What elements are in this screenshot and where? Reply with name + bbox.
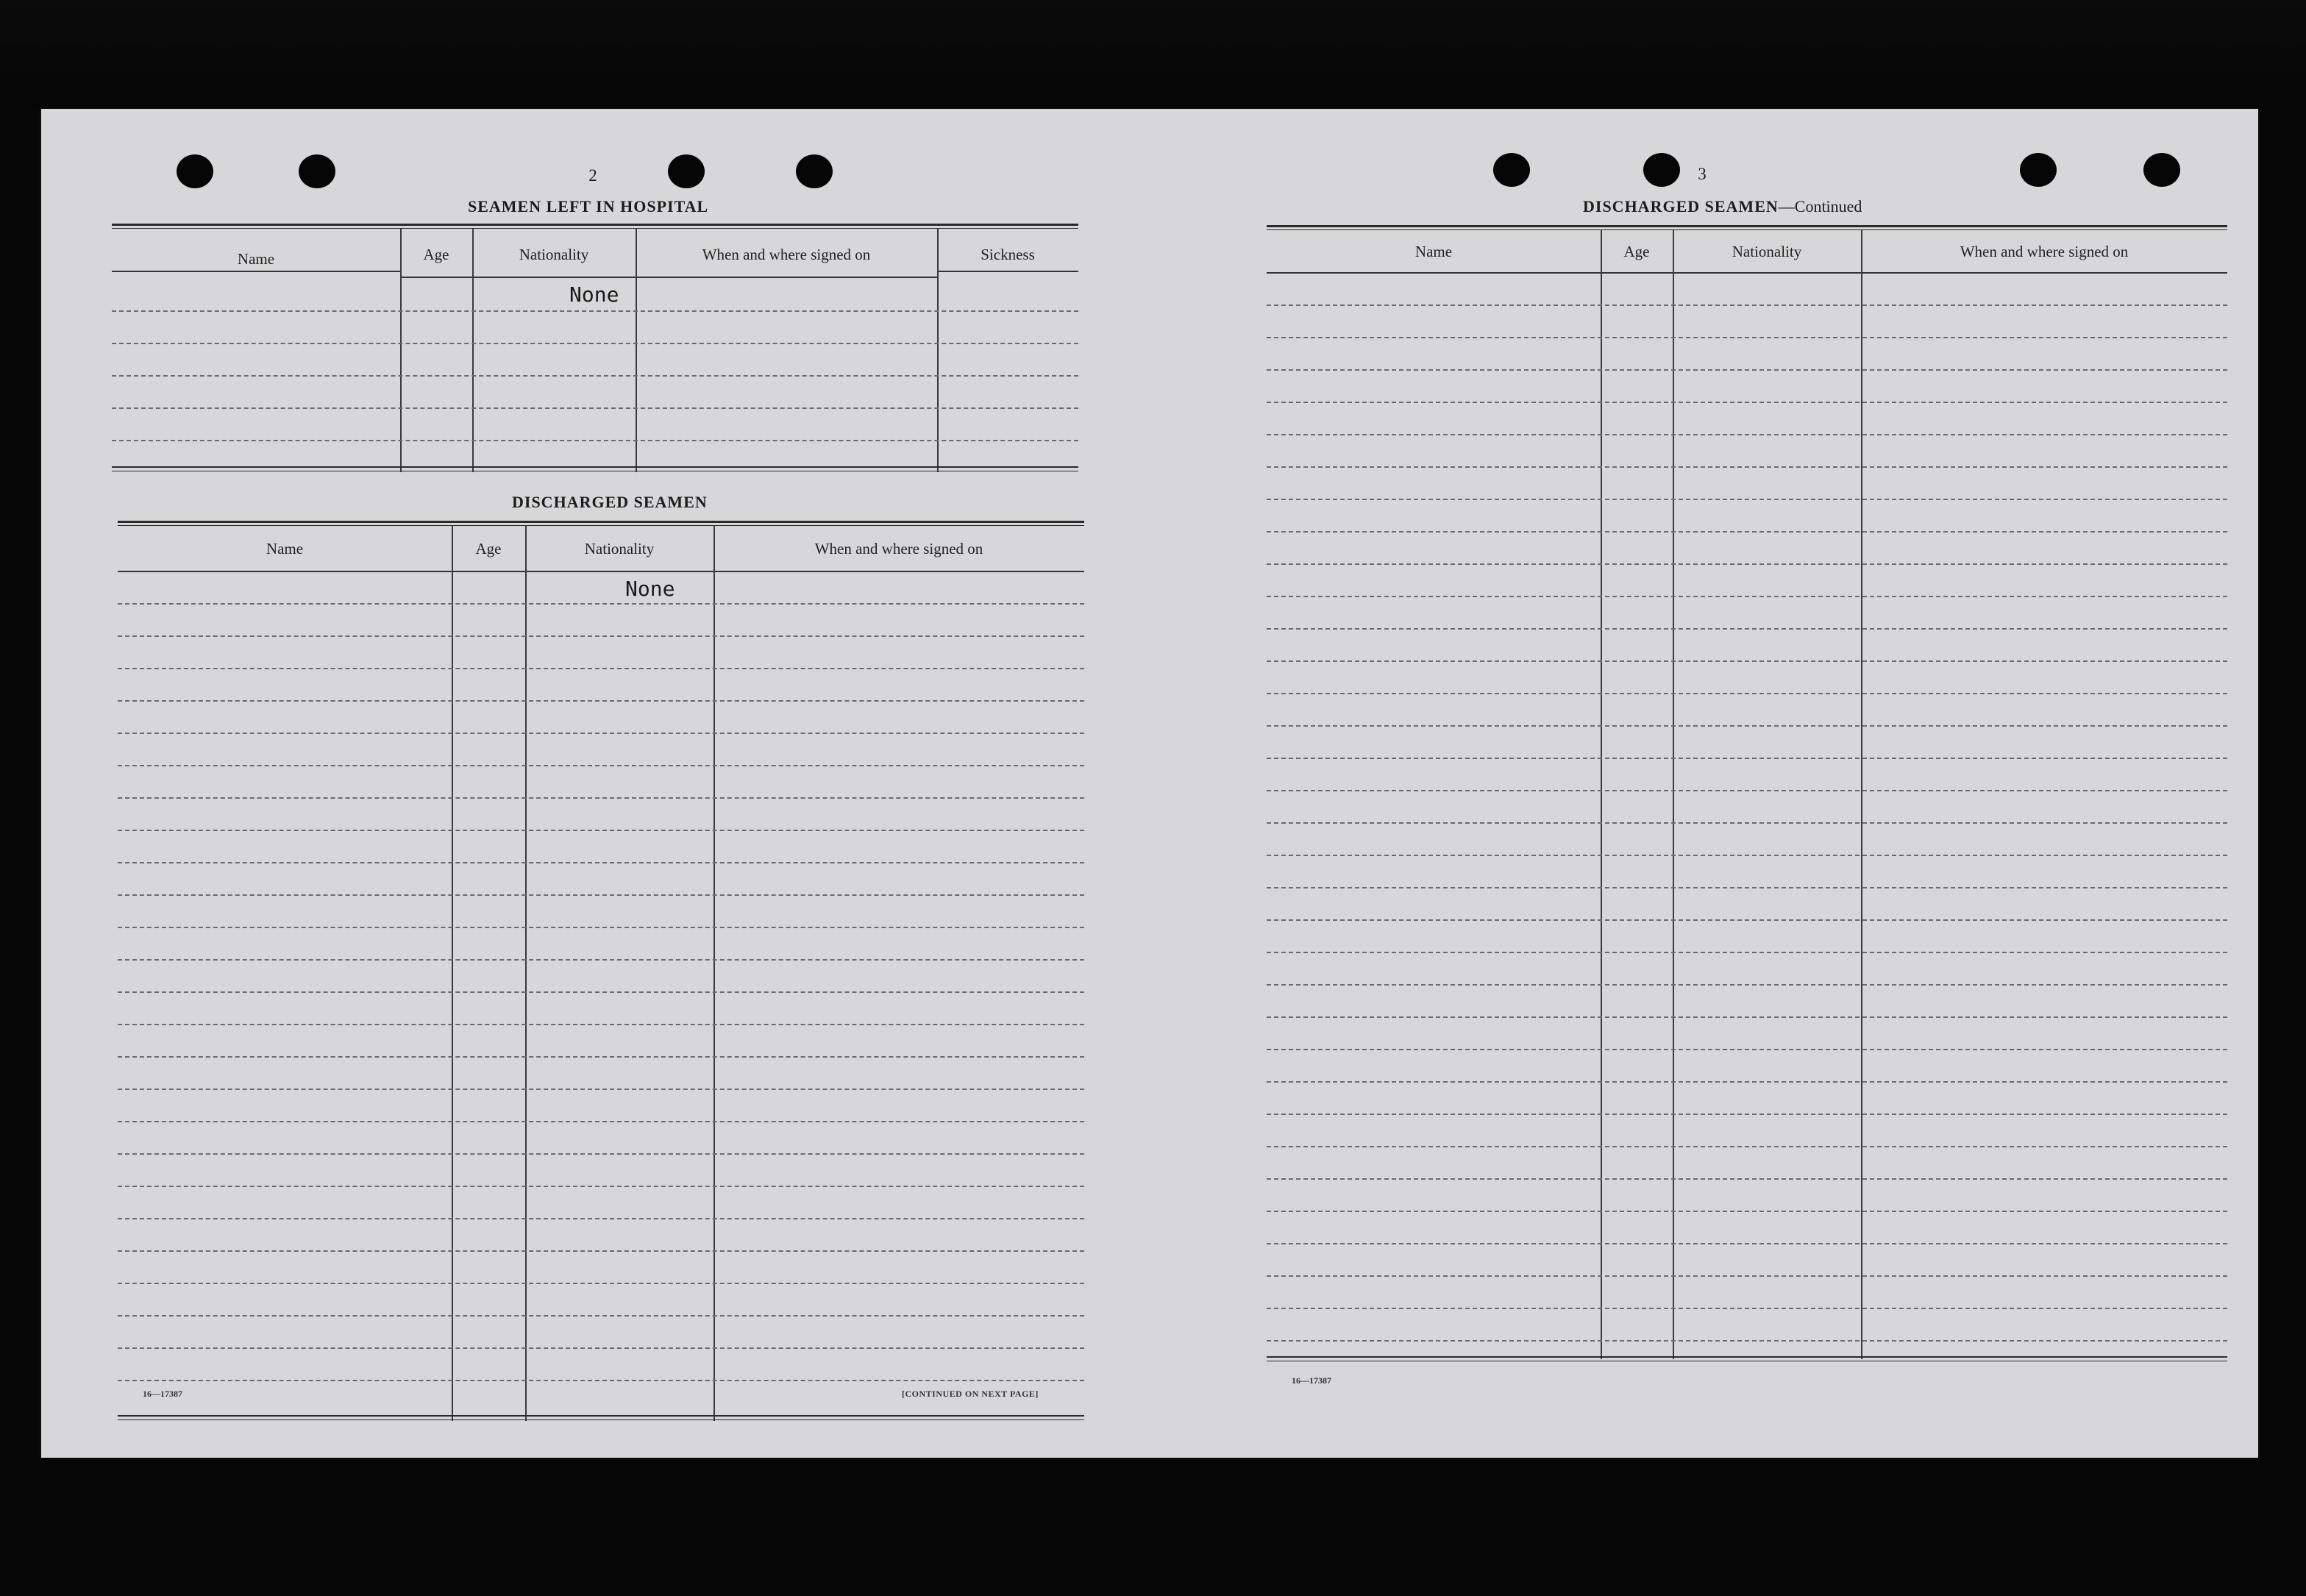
table-bottom-rule [112, 466, 1078, 468]
hospital-table [112, 224, 1078, 474]
column-divider [1601, 229, 1602, 1359]
row-rule [118, 1218, 1084, 1219]
column-header-age: Age [423, 246, 449, 263]
header-rule [937, 271, 1078, 272]
column-divider [1861, 229, 1862, 1359]
row-rule [1267, 952, 2227, 953]
row-rule [118, 927, 1084, 928]
section-title-text: DISCHARGED SEAMEN [1583, 197, 1779, 215]
document-sheet [41, 109, 2258, 1458]
row-rule [118, 1153, 1084, 1155]
row-rule [1267, 563, 2227, 565]
row-rule [118, 1056, 1084, 1058]
table-top-rule [118, 525, 1084, 526]
table-bottom-rule [1267, 1356, 2227, 1358]
row-rule [1267, 337, 2227, 338]
row-rule [118, 733, 1084, 734]
row-rule [118, 1347, 1084, 1349]
punch-hole [1493, 153, 1530, 187]
row-rule [118, 700, 1084, 702]
row-rule [1267, 1308, 2227, 1309]
column-header-name: Name [266, 540, 304, 557]
row-rule [1267, 1081, 2227, 1083]
hospital-entry: None [569, 282, 619, 307]
row-rule [118, 668, 1084, 669]
row-rule [1267, 1275, 2227, 1277]
row-rule [118, 1283, 1084, 1284]
row-rule [118, 1024, 1084, 1025]
row-rule [118, 603, 1084, 605]
table-bottom-rule [118, 1415, 1084, 1417]
column-header-signed-on: When and where signed on [1960, 243, 2129, 260]
column-divider [1673, 229, 1674, 1359]
continued-note: [CONTINUED ON NEXT PAGE] [902, 1389, 1039, 1399]
column-divider [472, 228, 474, 472]
row-rule [1267, 369, 2227, 371]
row-rule [1267, 1178, 2227, 1180]
row-rule [1267, 725, 2227, 727]
row-rule [1267, 855, 2227, 856]
row-rule [118, 1186, 1084, 1187]
header-rule [112, 271, 400, 272]
punch-hole [668, 154, 705, 188]
discharged-entry: None [625, 577, 675, 601]
row-rule [1267, 596, 2227, 597]
page-number: 3 [1698, 165, 1707, 183]
row-rule [118, 635, 1084, 637]
column-header-signed-on: When and where signed on [702, 246, 871, 263]
right-page [1189, 109, 2258, 1458]
form-number: 16—17387 [143, 1389, 182, 1399]
left-page [41, 109, 1189, 1458]
row-rule [1267, 660, 2227, 662]
table-top-rule [112, 228, 1078, 229]
row-rule [1267, 822, 2227, 824]
row-rule [118, 797, 1084, 799]
row-rule [118, 1250, 1084, 1252]
row-rule [1267, 758, 2227, 759]
header-rule [400, 277, 937, 278]
row-rule [1267, 693, 2227, 694]
discharged-section-title: DISCHARGED SEAMEN [512, 493, 708, 511]
row-rule [1267, 1146, 2227, 1147]
discharged-continued-title [1583, 197, 1862, 216]
row-rule [1267, 984, 2227, 986]
row-rule [1267, 1049, 2227, 1050]
table-top-rule [118, 521, 1084, 523]
discharged-continued-table [1267, 225, 2227, 1478]
column-divider [525, 525, 527, 1421]
header-rule [1267, 272, 2227, 274]
row-rule [112, 375, 1078, 377]
row-rule [112, 343, 1078, 344]
row-rule [118, 862, 1084, 863]
page-number: 2 [588, 166, 597, 185]
row-rule [1267, 434, 2227, 435]
row-rule [1267, 1211, 2227, 1212]
row-rule [118, 765, 1084, 766]
column-header-nationality: Nationality [519, 246, 589, 263]
row-rule [118, 894, 1084, 896]
column-divider [937, 228, 939, 472]
header-rule [118, 571, 1084, 572]
column-header-name: Name [237, 250, 275, 268]
column-divider [636, 228, 637, 472]
column-header-age: Age [1623, 243, 1650, 260]
column-header-sickness: Sickness [981, 246, 1035, 263]
table-top-rule [1267, 229, 2227, 230]
row-rule [112, 310, 1078, 312]
row-rule [1267, 499, 2227, 500]
row-rule [118, 991, 1084, 993]
table-top-rule [112, 224, 1078, 226]
row-rule [112, 407, 1078, 409]
hospital-section-title: SEAMEN LEFT IN HOSPITAL [468, 197, 709, 215]
form-number: 16—17387 [1292, 1375, 1331, 1386]
row-rule [1267, 1114, 2227, 1115]
column-header-name: Name [1414, 243, 1453, 260]
row-rule [1267, 1340, 2227, 1342]
punch-hole [299, 154, 335, 188]
row-rule [1267, 1016, 2227, 1018]
row-rule [1267, 466, 2227, 468]
row-rule [118, 830, 1084, 831]
row-rule [118, 1121, 1084, 1122]
column-header-nationality: Nationality [584, 540, 655, 557]
column-header-signed-on: When and where signed on [814, 540, 983, 557]
row-rule [1267, 304, 2227, 306]
row-rule [1267, 887, 2227, 888]
column-divider [400, 228, 402, 472]
row-rule [1267, 919, 2227, 921]
punch-hole [796, 154, 833, 188]
row-rule [1267, 628, 2227, 630]
row-rule [118, 959, 1084, 961]
punch-hole [177, 154, 213, 188]
column-divider [452, 525, 453, 1421]
column-divider [713, 525, 715, 1421]
column-header-age: Age [475, 540, 502, 557]
table-top-rule [1267, 225, 2227, 227]
punch-hole [2143, 153, 2180, 187]
row-rule [1267, 790, 2227, 791]
row-rule [1267, 402, 2227, 403]
table-bottom-rule [118, 1419, 1084, 1420]
row-rule [1267, 531, 2227, 532]
column-header-nationality: Nationality [1732, 243, 1802, 260]
row-rule [118, 1089, 1084, 1090]
punch-hole [1643, 153, 1680, 187]
row-rule [118, 1380, 1084, 1381]
section-title-suffix: —Continued [1778, 197, 1862, 215]
discharged-table [118, 521, 1084, 1424]
scanner-background [0, 0, 2306, 110]
row-rule [112, 440, 1078, 441]
row-rule [1267, 1243, 2227, 1244]
punch-hole [2020, 153, 2057, 187]
row-rule [118, 1315, 1084, 1317]
